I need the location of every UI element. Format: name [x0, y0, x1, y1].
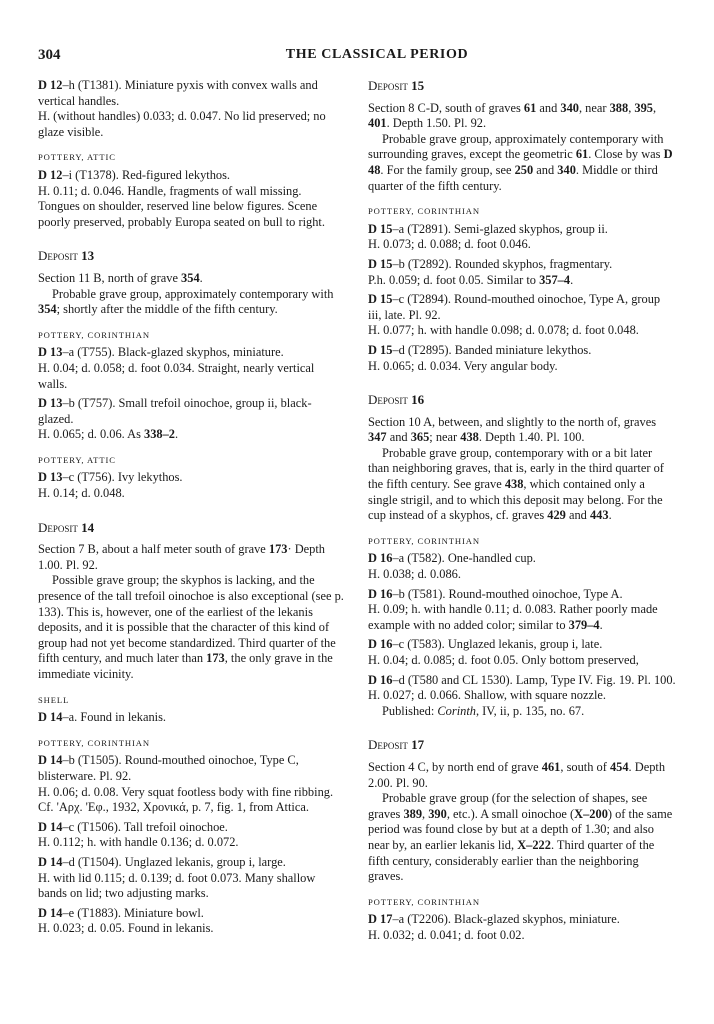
entry-dimensions: H. 0.073; d. 0.088; d. foot 0.046. [368, 237, 531, 252]
deposit-heading-14: Deposit 14 [38, 519, 95, 535]
entry-d12h: D 12–h (T1381). Miniature pyxis with convex walls and vertical handles. [38, 78, 318, 108]
page-number: 304 [38, 47, 61, 63]
left-column [38, 78, 346, 937]
deposit-description: Probable grave group (for the selection of shapes, see graves 389, 390, etc.). A small oinochoe (X–200) of the same period was found close by but at a depth of 1.30; and also near by, an earlier lekanis lid, X–222. Third quarter of the fifth century, considerably earlier than the neighboring graves. [368, 791, 673, 884]
subheading: POTTERY, ATTIC [38, 454, 116, 465]
subheading: POTTERY, CORINTHIAN [38, 329, 150, 340]
catalog-number: D 15 [368, 256, 393, 271]
subheading: POTTERY, CORINTHIAN [368, 896, 480, 907]
catalog-number: D 13 [38, 470, 63, 485]
catalog-number: D 15 [368, 221, 393, 236]
entry-dimensions: H. 0.023; d. 0.05. Found in lekanis. [38, 921, 214, 936]
catalog-number: D 16 [368, 672, 393, 687]
entry-dimensions: H. 0.112; h. with handle 0.136; d. 0.072. [38, 835, 239, 850]
entry-d12i: D 12–i (T1378). Red-figured lekythos. [38, 167, 231, 182]
catalog-number: D 16 [368, 551, 393, 566]
catalog-number: D 14 [38, 819, 63, 834]
entry-dimensions: H. 0.027; d. 0.066. Shallow, with square nozzle. [368, 688, 607, 703]
entry-dimensions: H. 0.032; d. 0.041; d. foot 0.02. [368, 927, 525, 942]
entry-dimensions: H. 0.04; d. 0.058; d. foot 0.034. Straight, nearly vertical walls. [38, 360, 315, 391]
subheading: SHELL [38, 694, 70, 705]
entry-d16b: D 16–b (T581). Round-mouthed oinochoe, Type A. [368, 586, 623, 601]
entry-dimensions: H. 0.14; d. 0.048. [38, 486, 125, 501]
catalog-number: D 14 [38, 905, 63, 920]
entry-dimensions: H. (without handles) 0.033; d. 0.047. No lid preserved; no glaze visible. [38, 109, 326, 139]
deposit-description: Probable grave group, approximately contemporary with 354; shortly after the middle of the fifth century. [38, 286, 334, 317]
catalog-number: D 16 [368, 586, 393, 601]
entry-dimensions: H. 0.09; h. with handle 0.11; d. 0.083. Rather poorly made example with no added color; similar to 379–4. [368, 602, 658, 632]
catalog-number: D 13 [38, 396, 63, 411]
entry-d14b: D 14–b (T1505). Round-mouthed oinochoe, Type C, blisterware. Pl. 92. [38, 753, 299, 783]
entry-dimensions: H. 0.065; d. 0.06. As 338–2. [38, 427, 179, 442]
subheading: POTTERY, CORINTHIAN [368, 206, 480, 217]
catalog-number: D 14 [38, 753, 63, 768]
catalog-number: D 14 [38, 854, 63, 869]
entry-d15a: D 15–a (T2891). Semi-glazed skyphos, group ii. [368, 221, 608, 236]
entry-dimensions: H. 0.077; h. with handle 0.098; d. 0.078; d. foot 0.048. [368, 323, 639, 338]
subheading: POTTERY, CORINTHIAN [38, 737, 150, 748]
entry-dimensions: H. with lid 0.115; d. 0.139; d. foot 0.073. Many shallow bands on lid; two adjusting marks. [38, 870, 316, 901]
entry-d15c: D 15–c (T2894). Round-mouthed oinochoe, Type A, group iii, late. Pl. 92. [368, 292, 661, 322]
entry-d15b: D 15–b (T2892). Rounded skyphos, fragmentary. [368, 256, 613, 271]
entry-d15d: D 15–d (T2895). Banded miniature lekythos. [368, 342, 592, 357]
deposit-section: Section 4 C, by north end of grave 461, south of 454. Depth 2.00. Pl. 90. [368, 759, 666, 790]
entry-d17a: D 17–a (T2206). Black-glazed skyphos, miniature. [368, 912, 620, 927]
entry-d13a: D 13–a (T755). Black-glazed skyphos, miniature. [38, 345, 284, 360]
entry-dimensions: H. 0.11; d. 0.046. Handle, fragments of wall missing. Tongues on shoulder, reserved line below figures. Scene poorly preserved, probably Europa seated on bull to right. [38, 183, 325, 229]
entry-d14e: D 14–e (T1883). Miniature bowl. [38, 905, 204, 920]
catalog-number: D 16 [368, 637, 393, 652]
deposit-heading-16: Deposit 16 [368, 392, 425, 408]
deposit-description: Possible grave group; the skyphos is lacking, and the presence of the tall trefoil oinochoe is also exceptional (see p. 133). This is, however, one of the earliest of the lekanis deposits, and it is possible that the character of this kind of group had not yet become standardized. Third quarter of the fifth century, and much later than 173, the only grave in the immediate vicinity. [38, 573, 344, 681]
deposit-heading-13: Deposit 13 [38, 248, 95, 264]
catalog-number: D 15 [368, 342, 393, 357]
catalog-number: D 14 [38, 710, 63, 725]
entry-d13b: D 13–b (T757). Small trefoil oinochoe, group ii, black-glazed. [38, 396, 312, 426]
entry-dimensions: P.h. 0.059; d. foot 0.05. Similar to 357–4. [368, 272, 574, 287]
entry-d14c: D 14–c (T1506). Tall trefoil oinochoe. [38, 819, 228, 834]
deposit-description: Probable grave group, approximately contemporary with surrounding graves, except the geometric 61. Close by was D 48. For the family group, see 250 and 340. Middle or third quarter of the fifth century. [368, 131, 673, 193]
entry-dimensions: H. 0.06; d. 0.08. Very squat footless body with fine ribbing. Cf. 'Αρχ. 'Εφ., 1932, Χρονικά, p. 7, fig. 1, from Attica. [38, 784, 334, 815]
deposit-section: Section 11 B, north of grave 354. [38, 270, 203, 285]
catalog-number: D 15 [368, 292, 393, 307]
right-column [368, 78, 676, 944]
publication-reference: Published: Corinth, IV, ii, p. 135, no. 67. [382, 703, 585, 718]
entry-dimensions: H. 0.04; d. 0.085; d. foot 0.05. Only bottom preserved, [368, 653, 639, 667]
deposit-heading-17: Deposit 17 [368, 737, 425, 753]
deposit-section: Section 7 B, about a half meter south of grave 173· Depth 1.00. Pl. 92. [38, 542, 325, 572]
deposit-heading-15: Deposit 15 [368, 78, 425, 93]
entry-d13c: D 13–c (T756). Ivy lekythos. [38, 470, 183, 485]
running-title: THE CLASSICAL PERIOD [285, 47, 469, 62]
entry-d16d: D 16–d (T580 and CL 1530). Lamp, Type IV. Fig. 19. Pl. 100. [368, 672, 676, 687]
deposit-description: Probable grave group, contemporary with or a bit later than neighboring graves, that is, early in the third quarter of the fifth century. See grave 438, which contained only a single strigil, and to which this deposit may belong. For the cup instead of a skyphos, cf. graves 429 and 443. [368, 445, 664, 523]
running-head [38, 47, 676, 69]
catalog-number: D 12 [38, 167, 63, 182]
deposit-section: Section 8 C-D, south of graves 61 and 340, near 388, 395, 401. Depth 1.50. Pl. 92. [368, 100, 657, 131]
deposit-section: Section 10 A, between, and slightly to the north of, graves 347 and 365; near 438. Depth 1.40. Pl. 100. [368, 414, 657, 445]
entry-dimensions: H. 0.065; d. 0.034. Very angular body. [368, 358, 558, 373]
entry-d14a: D 14–a. Found in lekanis. [38, 710, 167, 725]
entry-dimensions: H. 0.038; d. 0.086. [368, 567, 461, 582]
entry-d14d: D 14–d (T1504). Unglazed lekanis, group i, large. [38, 854, 286, 869]
entry-d16a: D 16–a (T582). One-handled cup. [368, 551, 536, 566]
entry-d16c: D 16–c (T583). Unglazed lekanis, group i, late. [368, 637, 603, 652]
subheading: POTTERY, ATTIC [38, 152, 116, 163]
catalog-number: D 17 [368, 912, 393, 927]
catalog-number: D 12 [38, 78, 63, 92]
catalog-number: D 13 [38, 345, 63, 360]
subheading: POTTERY, CORINTHIAN [368, 535, 480, 546]
